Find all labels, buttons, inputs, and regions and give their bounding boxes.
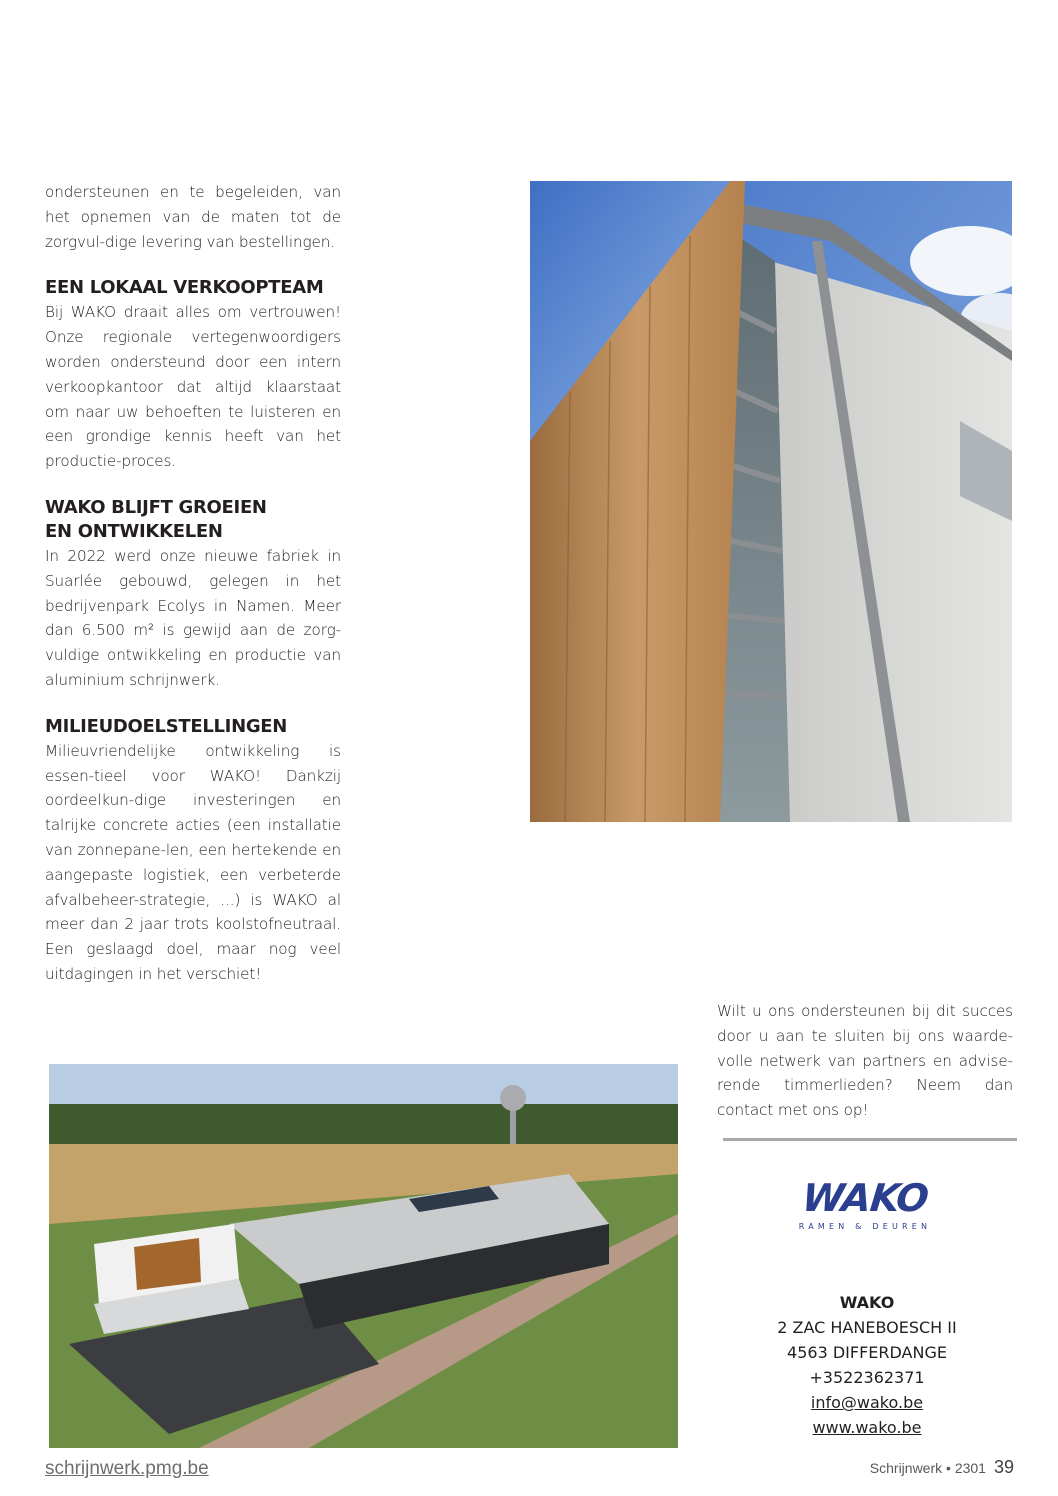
heading-line: MILIEUDOELSTELLINGEN bbox=[45, 715, 288, 737]
page-number: 39 bbox=[993, 1457, 1014, 1477]
contact-email-link[interactable]: info@wako.be bbox=[810, 1393, 924, 1412]
contact-address-line2: 4563 DIFFERDANGE bbox=[787, 1343, 947, 1362]
contact-phone[interactable]: +3522362371 bbox=[809, 1368, 925, 1387]
logo-tagline: RAMEN & DEUREN bbox=[798, 1222, 932, 1231]
heading-line: WAKO BLIJFT GROEIEN bbox=[45, 496, 267, 518]
contact-address-line1: 2 ZAC HANEBOESCH II bbox=[777, 1318, 957, 1337]
wako-logo bbox=[790, 1178, 940, 1242]
footer-issue-label: Schrijnwerk • 2301 bbox=[869, 1460, 986, 1476]
left-text-column bbox=[45, 180, 341, 987]
aerial-factory-photo bbox=[49, 1064, 678, 1448]
section-heading-environment bbox=[45, 715, 341, 739]
section-heading-growth bbox=[45, 496, 341, 544]
divider bbox=[723, 1138, 1017, 1141]
section-heading-sales-team bbox=[45, 276, 341, 300]
section-body-environment: Milieuvriendelijke ontwikkeling is essen-tieel voor WAKO! Dankzij oordeelkun-dige investeringen en talrijke concrete acties (een installatie van zonnepane-len, een hertekende en aangepaste logistiek, een verbeterde afvalbeheer-strategie, ...) is WAKO al meer dan 2 jaar trots koolstofneutraal. Een geslaagd doel, maar nog veel uitdagingen in het verschiet! bbox=[45, 741, 341, 983]
call-to-action-paragraph: Wilt u ons ondersteunen bij dit succes door u aan te sluiten bij ons waarde-volle netwerk van partners en advise-rende timmerlieden? Neem dan contact met ons op! bbox=[717, 1002, 1013, 1120]
contact-company: WAKO bbox=[839, 1293, 895, 1312]
section-body-sales-team: Bij WAKO draait alles om vertrouwen! Onze regionale vertegenwoordigers worden ondersteund door een intern verkoopkantoor dat altijd klaarstaat om naar uw behoeften te luisteren en een grondige kennis heeft van het productie-proces. bbox=[45, 303, 341, 471]
contact-website-link[interactable]: www.wako.be bbox=[812, 1418, 922, 1437]
intro-paragraph: ondersteunen en te begeleiden, van het opnemen van de maten tot de zorgvul-dige levering van bestellingen. bbox=[45, 183, 341, 251]
footer-issue bbox=[870, 1457, 1014, 1478]
logo-wordmark: WAKO bbox=[800, 1176, 930, 1220]
heading-line: EN ONTWIKKELEN bbox=[45, 520, 223, 542]
contact-block bbox=[752, 1290, 982, 1440]
heading-line: EEN LOKAAL VERKOOPTEAM bbox=[45, 277, 324, 299]
building-facade-photo bbox=[530, 181, 1012, 822]
section-body-growth: In 2022 werd onze nieuwe fabriek in Suarlée gebouwd, gelegen in het bedrijvenpark Ecolys in Namen. Meer dan 6.500 m² is gewijd aan de zorg-vuldige ontwikkeling en productie van aluminium schrijnwerk. bbox=[45, 546, 341, 689]
footer-site-link[interactable]: schrijnwerk.pmg.be bbox=[45, 1458, 209, 1479]
